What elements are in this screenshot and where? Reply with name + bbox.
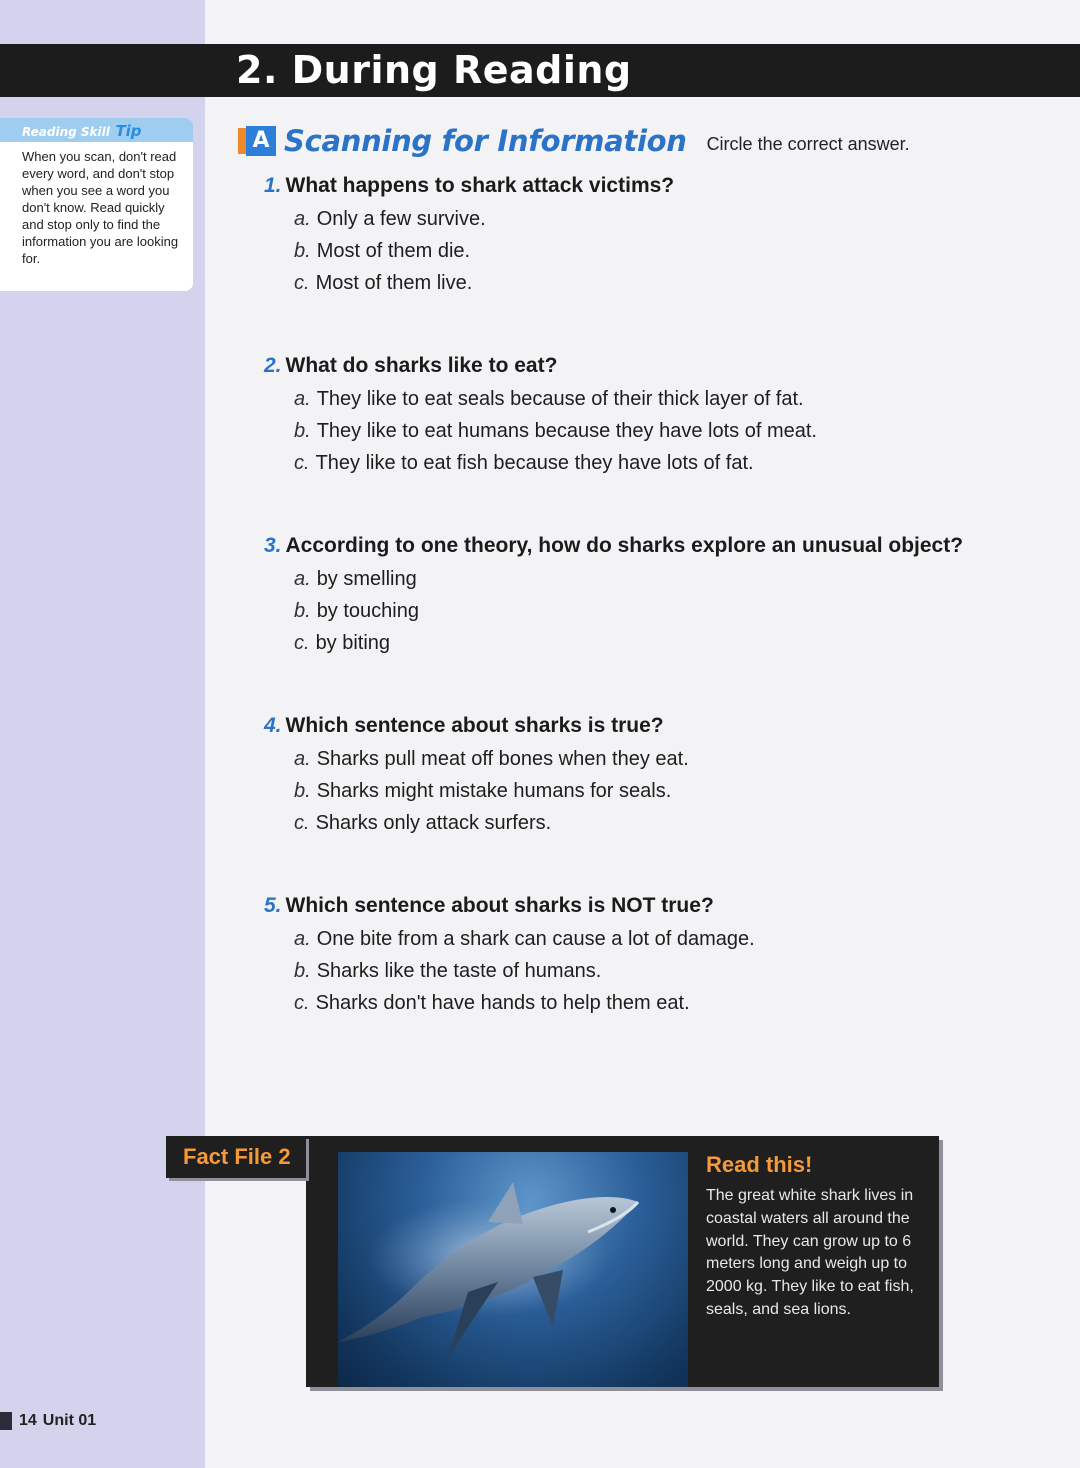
option-letter: b.: [294, 420, 311, 442]
answer-option[interactable]: [294, 923, 755, 955]
answer-option[interactable]: [294, 595, 963, 627]
answer-option[interactable]: [294, 383, 817, 415]
question-stem: [264, 709, 689, 743]
option-letter: a.: [294, 568, 311, 590]
section-heading: [238, 125, 910, 157]
tip-header: [0, 118, 193, 142]
question-text: Which sentence about sharks is true?: [285, 714, 664, 737]
option-letter: c.: [294, 272, 310, 294]
answer-option[interactable]: [294, 447, 817, 479]
option-letter: c.: [294, 452, 310, 474]
page-title: 2. During Reading: [236, 48, 632, 92]
answer-option[interactable]: [294, 627, 963, 659]
question-number: 3.: [264, 534, 282, 557]
answer-option[interactable]: [294, 563, 963, 595]
tip-text: When you scan, don't read every word, and don't stop when you see a word you don't know. Read quickly and stop only to find the information you are looking for.: [22, 149, 179, 266]
option-letter: c.: [294, 812, 310, 834]
footer-mark: [0, 1412, 12, 1430]
option-text: Sharks only attack surfers.: [315, 812, 552, 834]
option-text: Sharks might mistake humans for seals.: [316, 780, 672, 802]
option-text: Sharks don't have hands to help them eat.: [315, 992, 690, 1014]
option-letter: a.: [294, 388, 311, 410]
question-1: [264, 169, 674, 299]
question-stem: [264, 169, 674, 203]
shark-image-icon: [338, 1152, 688, 1387]
fact-file-label: Fact File 2: [166, 1136, 306, 1178]
option-letter: b.: [294, 780, 311, 802]
option-text: Most of them live.: [315, 272, 473, 294]
option-text: by biting: [315, 632, 391, 654]
shark-photo: [338, 1152, 688, 1387]
option-text: Only a few survive.: [316, 208, 486, 230]
page-footer: [0, 1411, 96, 1431]
option-text: They like to eat humans because they have lots of meat.: [316, 420, 817, 442]
question-3: [264, 529, 963, 659]
question-text: What happens to shark attack victims?: [285, 174, 675, 197]
section-title: Scanning for Information: [284, 124, 687, 158]
question-number: 2.: [264, 354, 282, 377]
option-letter: b.: [294, 960, 311, 982]
read-this-text: The great white shark lives in coastal waters all around the world. They can grow up to 6 meters long and weigh up to 2000 kg. They like to eat fish, seals, and sea lions.: [706, 1187, 914, 1318]
tip-label-tip: Tip: [115, 122, 142, 140]
unit-label: Unit 01: [42, 1412, 97, 1429]
option-text: They like to eat fish because they have lots of fat.: [315, 452, 754, 474]
answer-option[interactable]: [294, 775, 689, 807]
option-letter: c.: [294, 632, 310, 654]
option-letter: a.: [294, 748, 311, 770]
option-letter: a.: [294, 928, 311, 950]
question-stem: [264, 349, 817, 383]
option-text: Most of them die.: [316, 240, 471, 262]
answer-option[interactable]: [294, 955, 755, 987]
question-number: 1.: [264, 174, 282, 197]
answer-option[interactable]: [294, 267, 674, 299]
question-4: [264, 709, 689, 839]
answer-option[interactable]: [294, 807, 689, 839]
option-text: One bite from a shark can cause a lot of damage.: [316, 928, 755, 950]
answer-option[interactable]: [294, 235, 674, 267]
answer-option[interactable]: [294, 987, 755, 1019]
option-text: Sharks pull meat off bones when they eat.: [316, 748, 689, 770]
tip-label-skill: Reading Skill: [22, 125, 110, 139]
option-text: They like to eat seals because of their thick layer of fat.: [316, 388, 804, 410]
option-letter: b.: [294, 240, 311, 262]
page-number: 14: [19, 1412, 37, 1429]
question-5: [264, 889, 755, 1019]
option-text: Sharks like the taste of humans.: [316, 960, 602, 982]
reading-skill-tip: [0, 118, 193, 291]
section-instruction: Circle the correct answer.: [706, 133, 910, 154]
question-stem: [264, 529, 963, 563]
option-text: by smelling: [316, 568, 417, 590]
section-letter: A: [246, 126, 276, 156]
option-letter: a.: [294, 208, 311, 230]
option-text: by touching: [316, 600, 419, 622]
question-number: 5.: [264, 894, 282, 917]
option-letter: b.: [294, 600, 311, 622]
answer-option[interactable]: [294, 203, 674, 235]
badge-accent: [238, 128, 246, 154]
section-letter-badge: [238, 126, 276, 156]
question-number: 4.: [264, 714, 282, 737]
question-stem: [264, 889, 755, 923]
question-text: According to one theory, how do sharks explore an unusual object?: [285, 534, 964, 557]
question-2: [264, 349, 817, 479]
header-bar: [0, 44, 1080, 97]
read-this-title: Read this!: [706, 1152, 813, 1177]
question-text: Which sentence about sharks is NOT true?: [285, 894, 714, 917]
answer-option[interactable]: [294, 743, 689, 775]
answer-option[interactable]: [294, 415, 817, 447]
option-letter: c.: [294, 992, 310, 1014]
question-text: What do sharks like to eat?: [285, 354, 558, 377]
